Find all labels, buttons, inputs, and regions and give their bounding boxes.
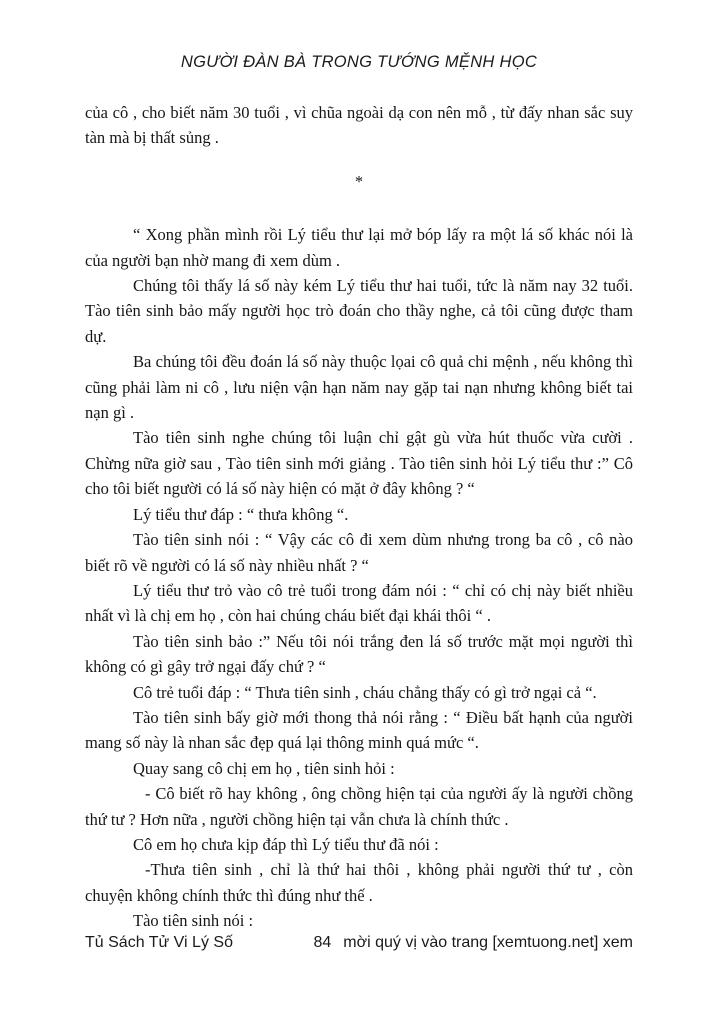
section-divider: * (354, 171, 364, 191)
page-title: NGƯỜI ĐÀN BÀ TRONG TƯỚNG MỆNH HỌC (180, 53, 538, 71)
footer-site-note: mời quý vị vào trang [xemtuong.net] xem (343, 934, 633, 951)
body-paragraph: “ Xong phần mình rồi Lý tiểu thư lại mở bóp lấy ra một lá số khác nói là của người bạn nhờ mang đi xem dùm . (85, 225, 633, 270)
body-paragraph: Quay sang cô chị em họ , tiên sinh hỏi : (133, 758, 395, 778)
page-footer (85, 934, 633, 952)
body-paragraph: Cô em họ chưa kịp đáp thì Lý tiểu thư đã nói : (133, 834, 439, 854)
body-paragraph: Tào tiên sinh nghe chúng tôi luận chỉ gật gù vừa hút thuốc vừa cười . Chừng nữa giờ sau , Tào tiên sinh mới giảng . Tào tiên sinh hỏi Lý tiểu thư :” Cô cho tôi biết người có lá số này hiện có mặt ở đây không ? “ (85, 428, 633, 499)
body-paragraph: Lý tiểu thư đáp : “ thưa không “. (133, 504, 349, 524)
body-paragraph: Tào tiên sinh nói : (133, 911, 254, 931)
body-paragraph: - Cô biết rõ hay không , ông chồng hiện tại của người ấy là người chồng thứ tư ? Hơn nữa , người chồng hiện tại vẫn chưa là chính thức . (85, 784, 633, 829)
body-paragraph: Tào tiên sinh bảo :” Nếu tôi nói trắng đen lá số trước mặt mọi người thì không có gì gây trở ngại đấy chứ ? “ (85, 631, 633, 677)
footer-series-title: Tủ Sách Tử Vi Lý Số (85, 934, 233, 951)
body-paragraph: của cô , cho biết năm 30 tuổi , vì chũa ngoài dạ con nên mỗ , từ đấy nhan sắc suy tàn mà bị thất sủng . (85, 103, 633, 148)
body-paragraph: Tào tiên sinh nói : “ Vậy các cô đi xem dùm nhưng trong ba cô , cô nào biết rõ về người có lá số này nhiều nhất ? “ (85, 530, 633, 575)
footer-page-number: 84 (313, 934, 332, 951)
body-paragraph: Ba chúng tôi đều đoán lá số này thuộc lọai cô quả chi mệnh , nếu không thì cũng phải làm ni cô , lưu niện vận hạn năm nay gặp tai nạn nhưng không biết tai nạn gì . (85, 352, 633, 423)
body-paragraph: Tào tiên sinh bấy giờ mới thong thả nói rằng : “ Điều bất hạnh của người mang số này là nhan sắc đẹp quá lại thông minh quá mức “. (85, 707, 633, 753)
body-paragraph: Chúng tôi thấy lá số này kém Lý tiểu thư hai tuổi, tức là năm nay 32 tuổi. Tào tiên sinh bảo mấy người học trò đoán cho thầy nghe, cả tôi cũng được tham dự. (85, 276, 633, 346)
body-paragraph: Lý tiểu thư trỏ vào cô trẻ tuổi trong đám nói : “ chỉ có chị này biết nhiều nhất vì là chị em họ , còn hai chúng cháu biết đại khái thôi “ . (85, 580, 633, 626)
page-body (85, 100, 633, 934)
body-paragraph: -Thưa tiên sinh , chỉ là thứ hai thôi , không phải người thứ tư , còn chuyện không chính thức thì đúng như thế . (85, 860, 633, 905)
body-paragraph: Cô trẻ tuổi đáp : “ Thưa tiên sinh , cháu chẳng thấy có gì trở ngại cả “. (133, 682, 597, 702)
